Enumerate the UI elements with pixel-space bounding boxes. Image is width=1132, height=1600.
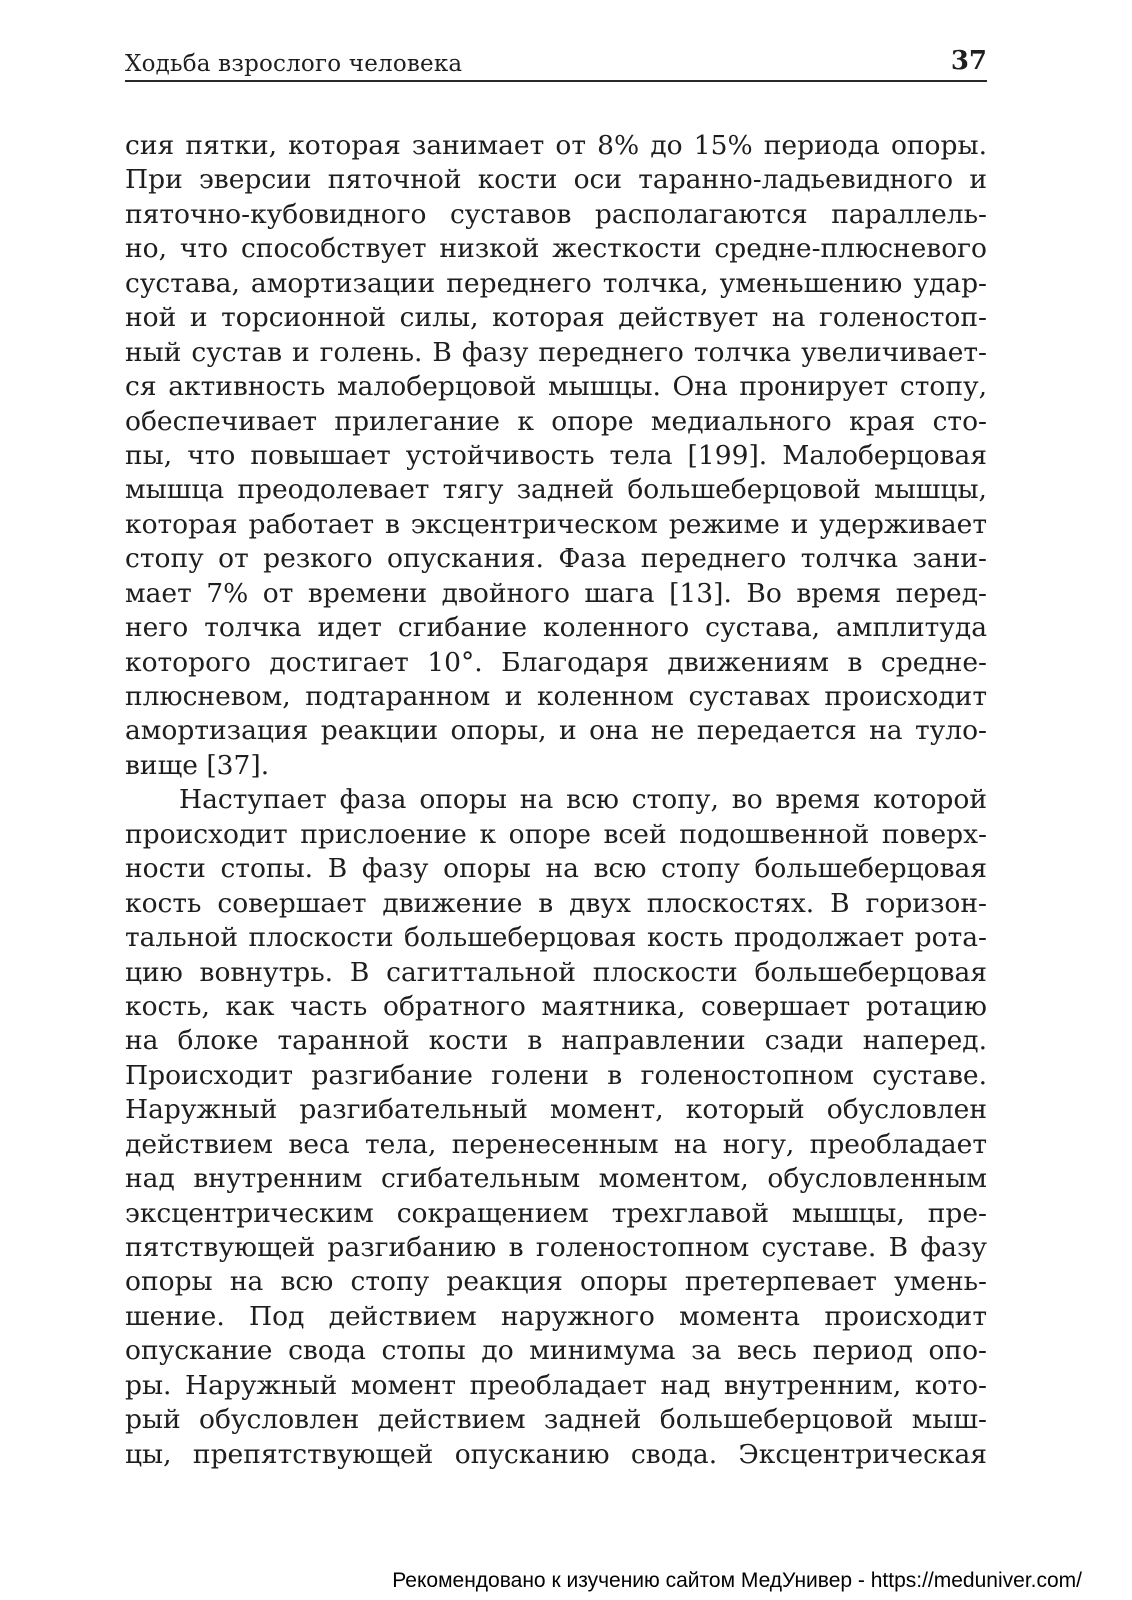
page-number: 37 xyxy=(950,46,987,76)
running-header xyxy=(125,44,987,82)
text-line: шение. Под действием наружного момента происходит xyxy=(125,1300,987,1332)
text-line: кость, как часть обратного маятника, совершает ротацию xyxy=(125,990,987,1022)
text-line: сустава, амортизации переднего толчка, уменьшению удар- xyxy=(125,267,987,299)
text-line: обеспечивает прилегание к опоре медиального края сто- xyxy=(125,405,987,437)
text-line: ры. Наружный момент преобладает над внутренним, кото- xyxy=(125,1369,987,1401)
text-line: стопу от резкого опускания. Фаза переднего толчка зани- xyxy=(125,543,987,575)
text-line: которого достигает 10°. Благодаря движениям в средне- xyxy=(125,646,987,678)
text-line: опоры на всю стопу реакция опоры претерпевает умень- xyxy=(125,1266,987,1298)
text-line: цы, препятствующей опусканию свода. Эксцентрическая xyxy=(125,1438,987,1470)
text-line: амортизация реакции опоры, и она не передается на туло- xyxy=(125,715,987,747)
text-line: При эверсии пяточной кости оси таранно-ладьевидного и xyxy=(125,164,987,196)
paragraph xyxy=(125,783,987,1472)
text-line: происходит прислоение к опоре всей подошвенной поверх- xyxy=(125,818,987,850)
text-line: опускание свода стопы до минимума за весь период опо- xyxy=(125,1335,987,1367)
text-line: рый обусловлен действием задней большеберцовой мыш- xyxy=(125,1404,987,1436)
text-line: над внутренним сгибательным моментом, обусловленным xyxy=(125,1163,987,1195)
text-line: на блоке таранной кости в направлении сзади наперед. xyxy=(125,1025,987,1057)
text-line: тальной плоскости большеберцовая кость продолжает рота- xyxy=(125,922,987,954)
running-title: Ходьба взрослого человека xyxy=(125,51,463,77)
text-line: ный сустав и голень. В фазу переднего толчка увеличивает- xyxy=(125,336,987,368)
text-line: пятствующей разгибанию в голеностопном суставе. В фазу xyxy=(125,1232,987,1263)
text-line: ся активность малоберцовой мышцы. Она пронирует стопу, xyxy=(125,371,987,403)
paragraph xyxy=(125,129,987,783)
text-line: ной и торсионной силы, которая действует на голеностоп- xyxy=(125,302,987,334)
text-line: мышца преодолевает тягу задней большеберцовой мышцы, xyxy=(125,474,987,506)
text-line: Наружный разгибательный момент, который обусловлен xyxy=(125,1094,987,1126)
text-line: сия пятки, которая занимает от 8% до 15% периода опоры. xyxy=(125,130,987,161)
text-line: кость совершает движение в двух плоскостях. В горизон- xyxy=(125,887,987,919)
text-line: Наступает фаза опоры на всю стопу, во время которой xyxy=(179,784,987,816)
text-line: плюсневом, подтаранном и коленном суставах происходит xyxy=(125,681,987,712)
body-text xyxy=(125,129,987,1472)
text-line: пяточно-кубовидного суставов располагаются параллель- xyxy=(125,198,987,230)
text-line: цию вовнутрь. В сагиттальной плоскости большеберцовая xyxy=(125,956,987,988)
text-line: эксцентрическим сокращением трехглавой мышцы, пре- xyxy=(125,1197,987,1229)
text-line: которая работает в эксцентрическом режиме и удерживает xyxy=(125,508,987,540)
text-line: Происходит разгибание голени в голеностопном суставе. xyxy=(125,1059,987,1091)
text-line: ности стопы. В фазу опоры на всю стопу большеберцовая xyxy=(125,853,987,885)
text-line: мает 7% от времени двойного шага [13]. Во время перед- xyxy=(125,577,987,609)
text-line: действием веса тела, перенесенным на ногу, преобладает xyxy=(125,1128,987,1160)
text-line: вище [37]. xyxy=(125,749,270,781)
text-line: но, что способствует низкой жесткости средне-плюсневого xyxy=(125,233,987,265)
text-line: него толчка идет сгибание коленного сустава, амплитуда xyxy=(125,612,987,644)
footer-watermark: Рекомендовано к изучению сайтом МедУнивер - https://meduniver.com/ xyxy=(392,1569,1082,1592)
text-line: пы, что повышает устойчивость тела [199]. Малоберцовая xyxy=(125,439,987,471)
